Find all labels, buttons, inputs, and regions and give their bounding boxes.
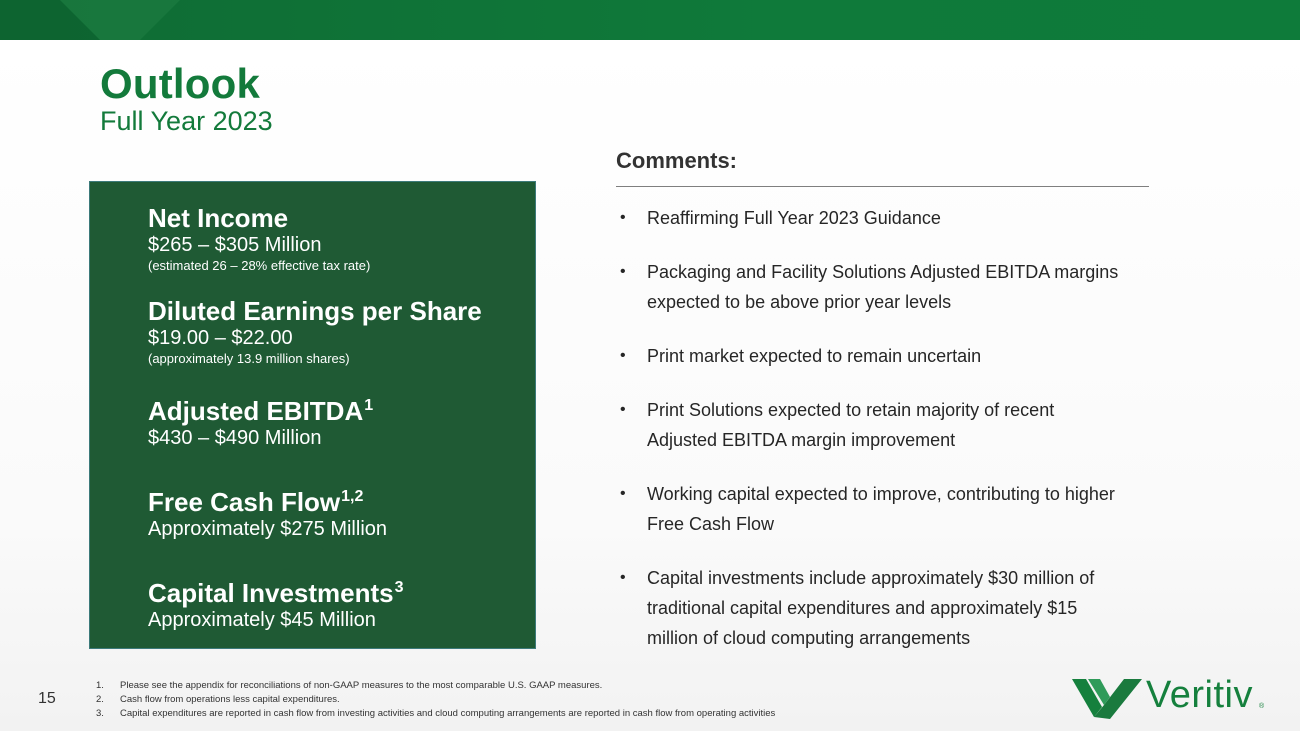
- comment-line: Reaffirming Full Year 2023 Guidance: [647, 208, 941, 228]
- list-item: [616, 203, 1150, 233]
- comments-section: [616, 144, 1150, 677]
- comment-line: Print market expected to remain uncertain: [647, 346, 982, 366]
- metric-note: (approximately 13.9 million shares): [148, 351, 350, 366]
- top-banner: [0, 0, 1300, 40]
- title-block: [100, 60, 273, 136]
- footnote: [96, 707, 775, 721]
- logo-wordmark: Veritiv: [1146, 674, 1253, 716]
- comment-line: Packaging and Facility Solutions Adjusted EBITDA margins: [647, 262, 1119, 282]
- comment-line: Print Solutions expected to retain majority of recent: [647, 400, 1055, 420]
- footnote-ref: 3: [394, 579, 404, 596]
- veritiv-logo: [1072, 673, 1266, 721]
- metric-diluted-eps: [148, 296, 482, 368]
- metric-value: $265 – $305 Million: [148, 234, 322, 256]
- comment-line: Working capital expected to improve, contributing to higher: [647, 484, 1115, 504]
- list-item: [616, 479, 1150, 539]
- metric-title: Capital Investments$^3$: [148, 578, 404, 608]
- metric-title: Free Cash Flow$^{1,2}$: [148, 487, 364, 517]
- comments-divider: [616, 186, 1149, 187]
- page-subtitle: Full Year 2023: [100, 106, 273, 136]
- footnote-ref: 1,2: [341, 488, 364, 505]
- bullet-icon: •: [620, 209, 626, 226]
- metric-value: Approximately $275 Million: [148, 518, 388, 540]
- bullet-icon: •: [620, 401, 626, 418]
- footnote-number: 2.: [96, 694, 104, 705]
- bullet-icon: •: [620, 485, 626, 502]
- footnote-text: Cash flow from operations less capital expenditures.: [120, 694, 340, 705]
- metric-title: Diluted Earnings per Share: [148, 296, 482, 326]
- footnote-ref: 1: [364, 397, 374, 414]
- metric-title: Net Income: [148, 203, 289, 233]
- metric-note: (estimated 26 – 28% effective tax rate): [148, 258, 371, 273]
- page-title: Outlook: [100, 60, 261, 107]
- veritiv-logo-mark-icon: [1072, 675, 1142, 719]
- footnote-text: Please see the appendix for reconciliations of non-GAAP measures to the most comparable U.S. GAAP measures.: [120, 680, 603, 691]
- footnote-number: 1.: [96, 680, 104, 691]
- metric-free-cash-flow: [148, 482, 387, 541]
- metric-value: Approximately $45 Million: [148, 609, 376, 631]
- footnote: [96, 693, 775, 707]
- comments-list: [616, 203, 1150, 653]
- comments-heading: Comments:: [616, 148, 738, 173]
- bullet-icon: •: [620, 569, 626, 586]
- metric-capital-investments: [148, 573, 404, 632]
- list-item: [616, 257, 1150, 317]
- comment-line: Capital investments include approximately $30 million of: [647, 568, 1095, 588]
- list-item: [616, 395, 1150, 455]
- comment-line: Adjusted EBITDA margin improvement: [647, 430, 956, 450]
- list-item: [616, 341, 1150, 371]
- comment-line: million of cloud computing arrangements: [647, 628, 971, 648]
- comment-line: traditional capital expenditures and approximately $15: [647, 598, 1078, 618]
- registered-mark: ®: [1259, 703, 1265, 710]
- metric-adjusted-ebitda: [148, 391, 373, 450]
- comment-line: Free Cash Flow: [647, 514, 775, 534]
- guidance-panel: [89, 181, 536, 649]
- list-item: [616, 563, 1150, 653]
- metric-value: $19.00 – $22.00: [148, 327, 293, 349]
- banner-chevron-shape: [0, 0, 1300, 40]
- footnote-number: 3.: [96, 708, 104, 719]
- footnote: [96, 679, 775, 693]
- comment-line: expected to be above prior year levels: [647, 292, 952, 312]
- bullet-icon: •: [620, 263, 626, 280]
- footnotes: [96, 679, 775, 721]
- page-number: 15: [38, 690, 56, 707]
- footnote-text: Capital expenditures are reported in cash flow from investing activities and cloud computing arrangements are reported in cash flow from operating activities: [120, 708, 776, 719]
- metric-net-income: [148, 203, 370, 275]
- metric-value: $430 – $490 Million: [148, 427, 322, 449]
- bullet-icon: •: [620, 347, 626, 364]
- metric-title: Adjusted EBITDA$^1$: [148, 396, 374, 426]
